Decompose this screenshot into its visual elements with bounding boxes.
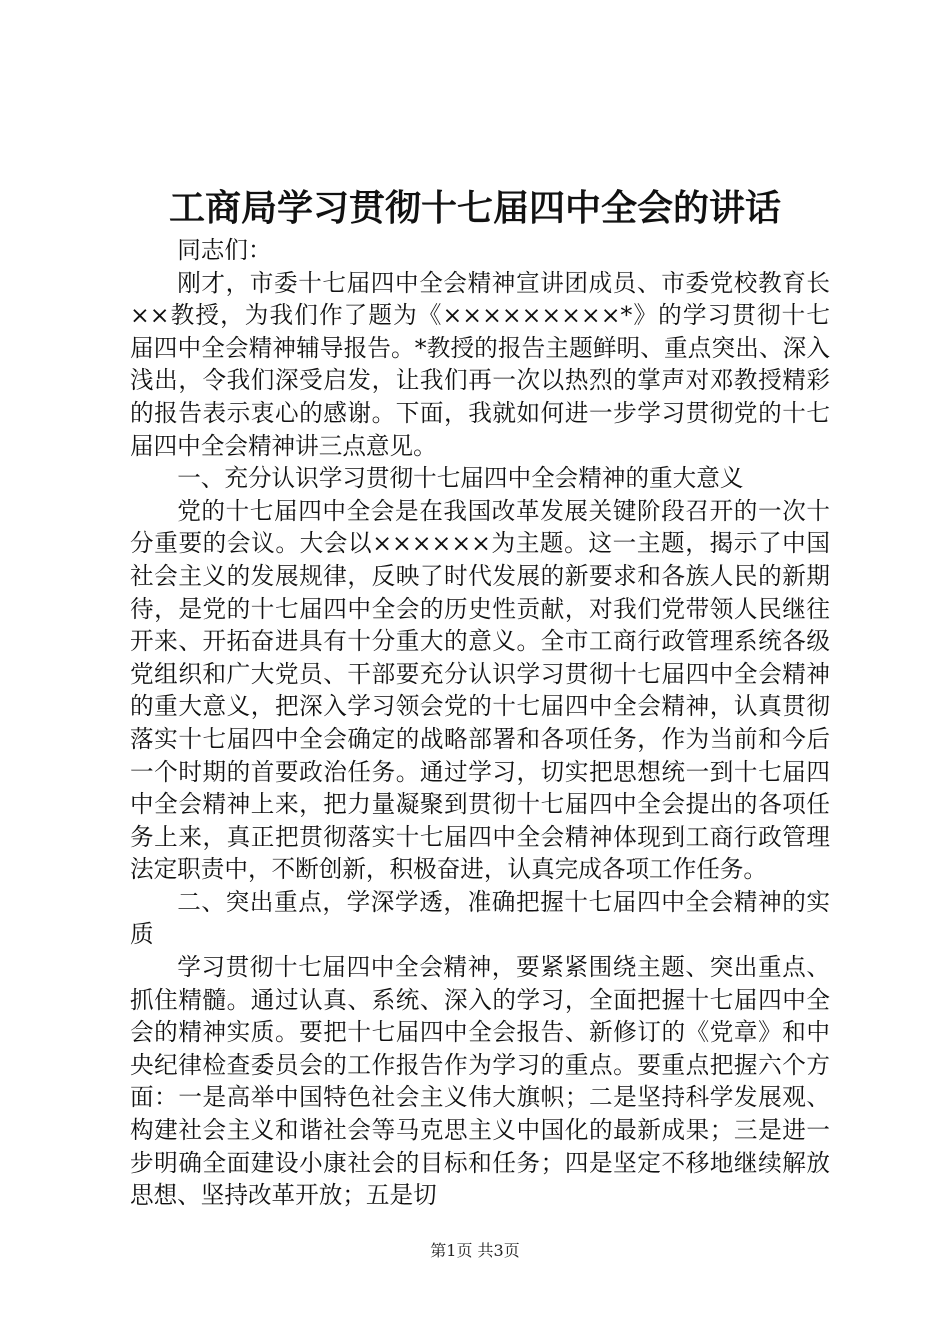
paragraph-section-2: 学习贯彻十七届四中全会精神，要紧紧围绕主题、突出重点、抓住精髓。通过认真、系统、深入的学习，全面把握十七届四中全会的精神实质。要把十七届四中全会报告、新修订的《党章》和中央纪律检查委员会的工作报告作为学习的重点。要重点把握六个方面：一是高举中国特色社会主义伟大旗帜；二是坚持科学发展观、构建社会主义和谐社会等马克思主义中国化的最新成果；三是进一步明确全面建设小康社会的目标和任务；四是坚定不移地继续解放思想、坚持改革开放；五是切	[130, 953, 830, 1210]
document-body	[130, 234, 830, 1212]
page-number-footer: 第1页 共3页	[430, 1241, 520, 1260]
section-heading-1: 一、充分认识学习贯彻十七届四中全会精神的重大意义	[177, 464, 744, 493]
paragraph-section-1: 党的十七届四中全会是在我国改革发展关键阶段召开的一次十分重要的会议。大会以××××××为主题。这一主题，揭示了中国社会主义的发展规律，反映了时代发展的新要求和各族人民的新期待，是党的十七届四中全会的历史性贡献，对我们党带领人民继往开来、开拓奋进具有十分重大的意义。全市工商行政管理系统各级党组织和广大党员、干部要充分认识学习贯彻十七届四中全会精神的重大意义，把深入学习领会党的十七届四中全会精神，认真贯彻落实十七届四中全会确定的战略部署和各项任务，作为当前和今后一个时期的首要政治任务。通过学习，切实把思想统一到十七届四中全会精神上来，把力量凝聚到贯彻十七届四中全会提出的各项任务上来，真正把贯彻落实十七届四中全会精神体现到工商行政管理法定职责中，不断创新，积极奋进，认真完成各项工作任务。	[130, 496, 830, 884]
salutation: 同志们：	[177, 236, 272, 264]
document-title: 工商局学习贯彻十七届四中全会的讲话	[168, 187, 781, 229]
paragraph-intro: 刚才，市委十七届四中全会精神宣讲团成员、市委党校教育长××教授，为我们作了题为《×××××××××*》的学习贯彻十七届四中全会精神辅导报告。*教授的报告主题鲜明、重点突出、深入浅出，令我们深受启发，让我们再一次以热烈的掌声对邓教授精彩的报告表示衷心的感谢。下面，我就如何进一步学习贯彻党的十七届四中全会精神讲三点意见。	[130, 268, 830, 460]
section-heading-2: 二、突出重点，学深学透，准确把握十七届四中全会精神的实质	[130, 887, 830, 949]
